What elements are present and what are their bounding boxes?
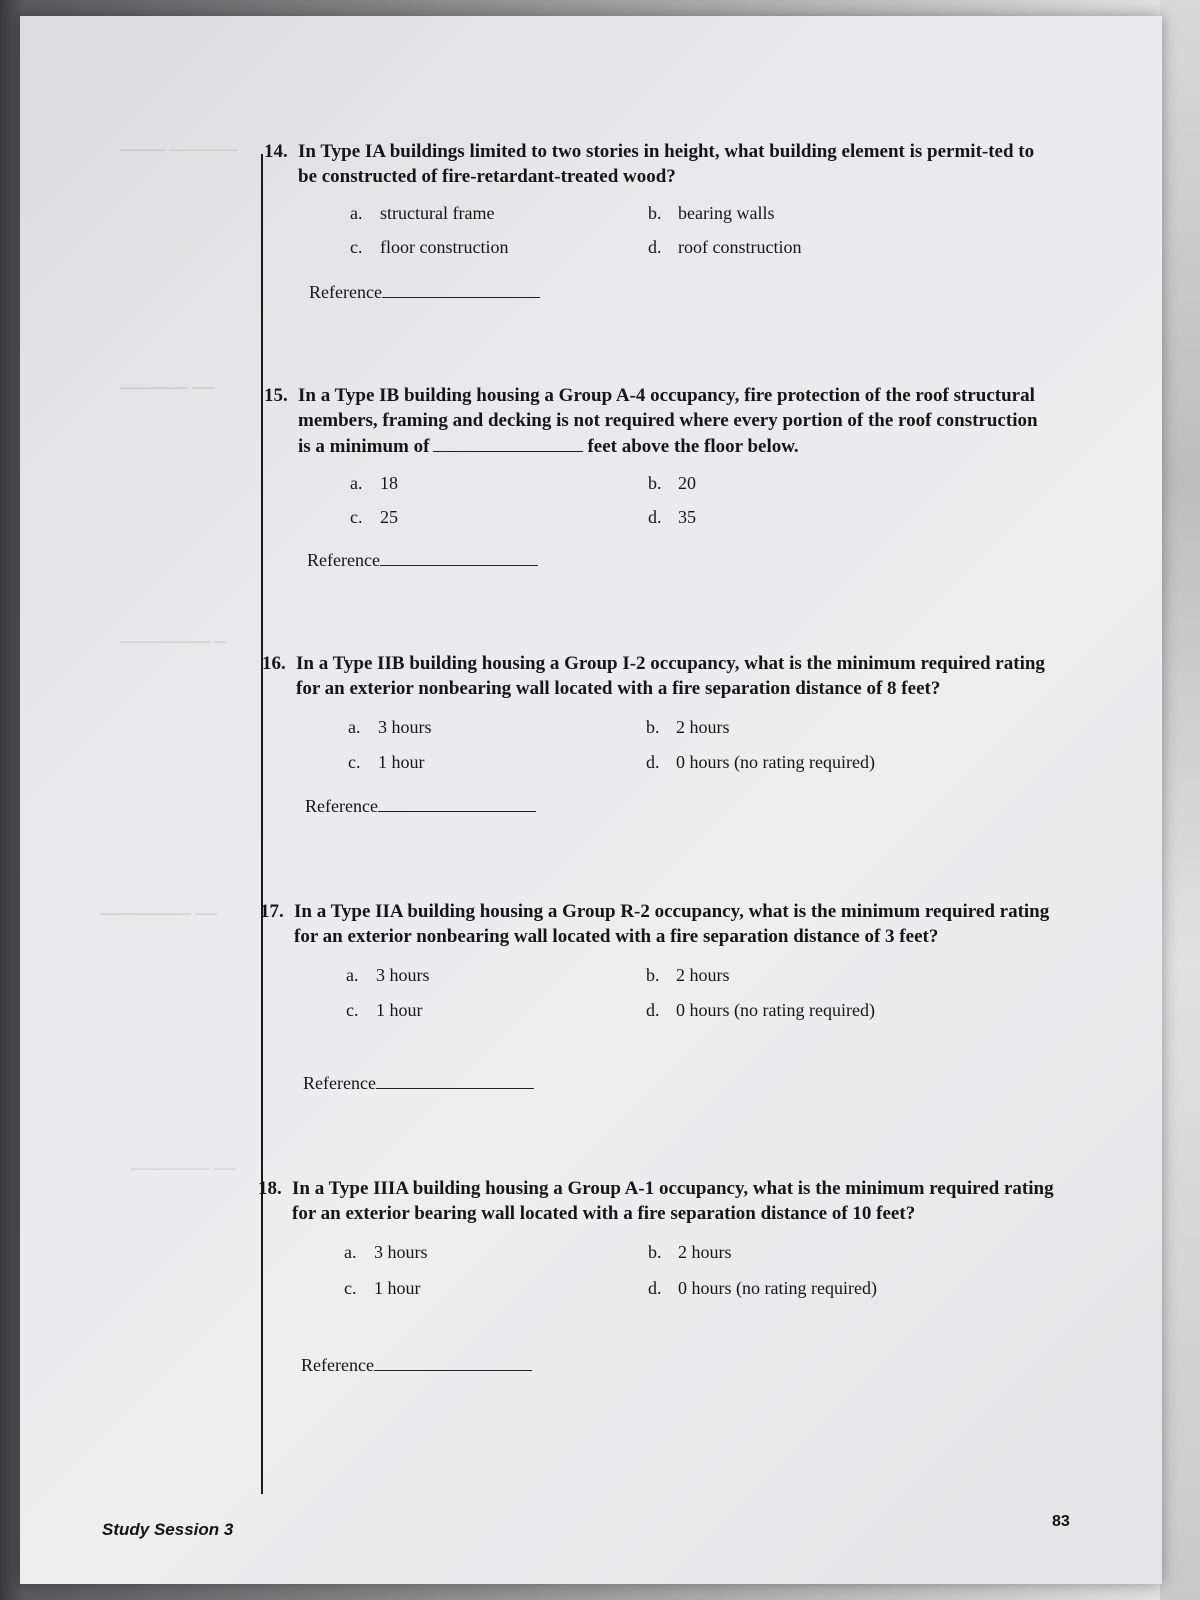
question-17 [260,899,1054,1031]
bleed-through-text: ──── ────── [120,142,238,159]
reference-line-15: Reference [307,550,538,571]
option-b: b. bearing walls [648,203,775,223]
answer-blank[interactable] [378,797,536,812]
question-15 [264,383,1054,541]
question-number: 15. [264,385,288,406]
reference-line-17: Reference [303,1073,534,1094]
reference-line-14: Reference [309,282,540,303]
fill-in-blank[interactable] [433,433,583,452]
option-a: a. 18 [350,473,398,493]
option-a: a. 3 hours [348,717,432,737]
question-number: 16. [262,653,286,674]
bleed-through-text: ────── ── [120,380,215,397]
reference-line-18: Reference [301,1355,532,1376]
question-text: In a Type IB building housing a Group A-4 occupancy, fire protection of the roof structural members, framing and decking is not required where every portion of the roof construction is a minimum of [298,385,1038,457]
answer-blank[interactable] [380,551,538,566]
question-text: In Type IA buildings limited to two stories in height, what building element is permit-ted to be constructed of fire-retardant-treated wood? [298,141,1035,187]
reference-line-16: Reference [305,796,536,817]
question-18 [258,1176,1058,1308]
marble-surface [1160,0,1200,1600]
answer-blank[interactable] [376,1074,534,1089]
question-text-end: feet above the floor below. [587,436,799,457]
bleed-through-text: ──────── ─ [120,634,227,651]
option-a: a. 3 hours [346,965,430,985]
option-c: c. 1 hour [346,1000,423,1020]
question-number: 14. [264,141,288,162]
question-number: 17. [260,901,284,922]
document-page [20,16,1162,1584]
question-16 [262,651,1054,783]
footer-session-label: Study Session 3 [102,1520,234,1539]
option-c: c. floor construction [350,237,509,257]
option-d: d. 0 hours (no rating required) [648,1278,877,1298]
answer-options [264,471,1054,541]
question-14 [264,139,1054,271]
question-text: In a Type IIIA building housing a Group A-1 occupancy, what is the minimum required rating for an exterior bearing wall located with a fire separation distance of 10 feet? [292,1178,1054,1224]
answer-blank[interactable] [382,283,540,298]
bleed-through-text: ──────── ── [100,906,218,923]
option-d: d. 0 hours (no rating required) [646,1000,875,1020]
answer-options [262,713,1054,783]
question-text: In a Type IIA building housing a Group R-2 occupancy, what is the minimum required rating for an exterior nonbearing wall located with a fire separation distance of 3 feet? [294,901,1050,947]
option-b: b. 20 [648,473,696,493]
question-number: 18. [258,1178,282,1199]
option-c: c. 1 hour [348,752,425,772]
answer-options [258,1238,1058,1308]
option-b: b. 2 hours [648,1242,732,1262]
option-a: a. 3 hours [344,1242,428,1262]
option-d: d. 0 hours (no rating required) [646,752,875,772]
option-b: b. 2 hours [646,717,730,737]
option-a: a. structural frame [350,203,495,223]
option-b: b. 2 hours [646,965,730,985]
option-c: c. 25 [350,507,398,527]
option-d: d. roof construction [648,237,802,257]
answer-blank[interactable] [374,1356,532,1371]
answer-options [264,201,1054,271]
option-c: c. 1 hour [344,1278,421,1298]
option-d: d. 35 [648,507,696,527]
bleed-through-text: ─────── ── [130,1161,237,1178]
answer-options [260,961,1054,1031]
page-number: 83 [1052,1513,1070,1530]
question-text: In a Type IIB building housing a Group I-2 occupancy, what is the minimum required rating for an exterior nonbearing wall located with a fire separation distance of 8 feet? [296,653,1045,699]
